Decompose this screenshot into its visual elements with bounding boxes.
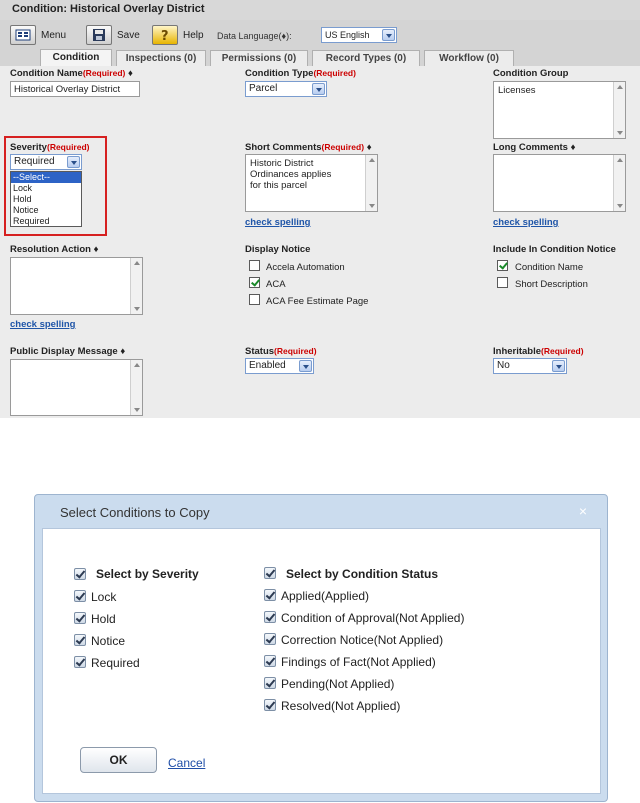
long-comments-check-spelling-link[interactable]: check spelling: [493, 217, 559, 228]
condition-name-label: Condition Name(Required) ♦: [10, 68, 133, 79]
checkbox-accela-automation[interactable]: [249, 260, 260, 271]
severity-option[interactable]: --Select--: [11, 172, 81, 183]
checkbox-aca-label: ACA: [266, 279, 286, 290]
chevron-down-icon: [552, 360, 565, 372]
status-resolved-checkbox[interactable]: [264, 699, 276, 711]
status-applied-checkbox[interactable]: [264, 589, 276, 601]
status-pending-label: Pending(Not Applied): [281, 677, 395, 691]
condition-type-select[interactable]: Parcel: [245, 81, 327, 97]
status-pending-checkbox[interactable]: [264, 677, 276, 689]
cancel-link[interactable]: Cancel: [168, 756, 206, 770]
inheritable-label: Inheritable(Required): [493, 346, 584, 357]
form-body: [0, 66, 640, 418]
inheritable-select[interactable]: No: [493, 358, 567, 374]
select-by-severity-heading: Select by Severity: [96, 567, 199, 581]
condition-name-input[interactable]: Historical Overlay District: [10, 81, 140, 97]
ok-button[interactable]: OK: [80, 747, 157, 773]
menu-button-label: Menu: [41, 29, 67, 41]
severity-option[interactable]: Notice: [13, 205, 39, 215]
checkbox-short-description[interactable]: [497, 277, 508, 288]
resolution-action-label: Resolution Action ♦: [10, 244, 99, 255]
checkbox-aca-fee-estimate-label: ACA Fee Estimate Page: [266, 296, 369, 307]
chevron-down-icon: [299, 360, 312, 372]
resolution-action-textarea[interactable]: [10, 257, 143, 315]
chevron-down-icon: [312, 83, 325, 95]
scrollbar[interactable]: [130, 258, 142, 314]
short-comments-label: Short Comments(Required) ♦: [245, 142, 372, 153]
condition-group-list[interactable]: Licenses: [493, 81, 626, 139]
short-comments-check-spelling-link[interactable]: check spelling: [245, 217, 311, 228]
severity-option[interactable]: Lock: [13, 183, 33, 193]
severity-lock-checkbox[interactable]: [74, 590, 86, 602]
severity-dropdown-list[interactable]: [10, 171, 82, 227]
severity-notice-checkbox[interactable]: [74, 634, 86, 646]
severity-label: Severity(Required): [10, 142, 90, 153]
svg-text:?: ?: [161, 29, 169, 42]
scrollbar[interactable]: [130, 360, 142, 415]
scrollbar[interactable]: [613, 82, 625, 138]
status-applied-label: Applied(Applied): [281, 589, 370, 603]
condition-group-label: Condition Group: [493, 68, 569, 79]
status-findings-of-fact-checkbox[interactable]: [264, 655, 276, 667]
checkbox-condition-name[interactable]: [497, 260, 508, 271]
select-conditions-dialog: [34, 494, 608, 802]
question-mark-icon: [152, 25, 178, 45]
select-by-status-heading: Select by Condition Status: [286, 567, 439, 581]
severity-option[interactable]: Hold: [13, 194, 32, 204]
scrollbar[interactable]: [365, 155, 377, 211]
severity-select[interactable]: Required: [10, 154, 82, 170]
scrollbar[interactable]: [613, 155, 625, 211]
display-notice-label: Display Notice: [245, 244, 311, 255]
checkbox-condition-name-label: Condition Name: [515, 262, 584, 273]
checkbox-accela-automation-label: Accela Automation: [266, 262, 345, 273]
menu-button[interactable]: [10, 24, 66, 46]
status-label: Status(Required): [245, 346, 317, 357]
severity-lock-label: Lock: [91, 590, 117, 604]
condition-type-label: Condition Type(Required): [245, 68, 356, 79]
severity-notice-label: Notice: [91, 634, 126, 648]
status-condition-of-approval-label: Condition of Approval(Not Applied): [281, 611, 465, 625]
resolution-action-check-spelling-link[interactable]: check spelling: [10, 319, 76, 330]
menu-icon: [10, 25, 36, 45]
close-icon[interactable]: ×: [578, 503, 588, 519]
help-button[interactable]: [152, 24, 204, 46]
status-select[interactable]: Enabled: [245, 358, 314, 374]
save-button-label: Save: [117, 29, 140, 41]
status-correction-notice-label: Correction Notice(Not Applied): [281, 633, 444, 647]
severity-option[interactable]: Required: [13, 216, 50, 226]
checkbox-aca-fee-estimate[interactable]: [249, 294, 260, 305]
checkbox-short-description-label: Short Description: [515, 279, 588, 290]
checkbox-aca[interactable]: [249, 277, 260, 288]
tab-workflow[interactable]: Workflow (0): [424, 50, 514, 66]
data-language-value: US English: [325, 30, 370, 40]
severity-hold-label: Hold: [91, 612, 116, 626]
severity-required-checkbox[interactable]: [74, 656, 86, 668]
status-resolved-label: Resolved(Not Applied): [281, 699, 401, 713]
severity-hold-checkbox[interactable]: [74, 612, 86, 624]
toolbar: [0, 22, 640, 48]
form-title: Condition: Historical Overlay District: [12, 3, 205, 15]
data-language-select[interactable]: [321, 27, 397, 43]
public-display-message-label: Public Display Message ♦: [10, 346, 126, 357]
status-findings-of-fact-label: Findings of Fact(Not Applied): [281, 655, 436, 669]
long-comments-textarea[interactable]: [493, 154, 626, 212]
help-button-label: Help: [183, 29, 204, 41]
dialog-title: Select Conditions to Copy: [60, 505, 210, 520]
select-by-status-checkbox[interactable]: [264, 567, 276, 579]
status-condition-of-approval-checkbox[interactable]: [264, 611, 276, 623]
save-button[interactable]: [86, 24, 140, 46]
form-title-bar: [0, 0, 640, 20]
tab-permissions[interactable]: Permissions (0): [210, 50, 308, 66]
tab-condition[interactable]: Condition: [40, 49, 112, 66]
status-correction-notice-checkbox[interactable]: [264, 633, 276, 645]
severity-required-label: Required: [91, 656, 140, 670]
chevron-down-icon: [382, 29, 395, 41]
long-comments-label: Long Comments ♦: [493, 142, 576, 153]
include-in-condition-notice-label: Include In Condition Notice: [493, 244, 616, 255]
dialog-content: [42, 528, 601, 794]
public-display-message-textarea[interactable]: [10, 359, 143, 416]
short-comments-textarea[interactable]: Historic District Ordinances applies for this parcel: [245, 154, 378, 212]
tab-inspections[interactable]: Inspections (0): [116, 50, 206, 66]
data-language-label: Data Language(♦):: [217, 31, 292, 41]
tab-record-types[interactable]: Record Types (0): [312, 50, 420, 66]
select-by-severity-checkbox[interactable]: [74, 568, 86, 580]
floppy-disk-icon: [86, 25, 112, 45]
